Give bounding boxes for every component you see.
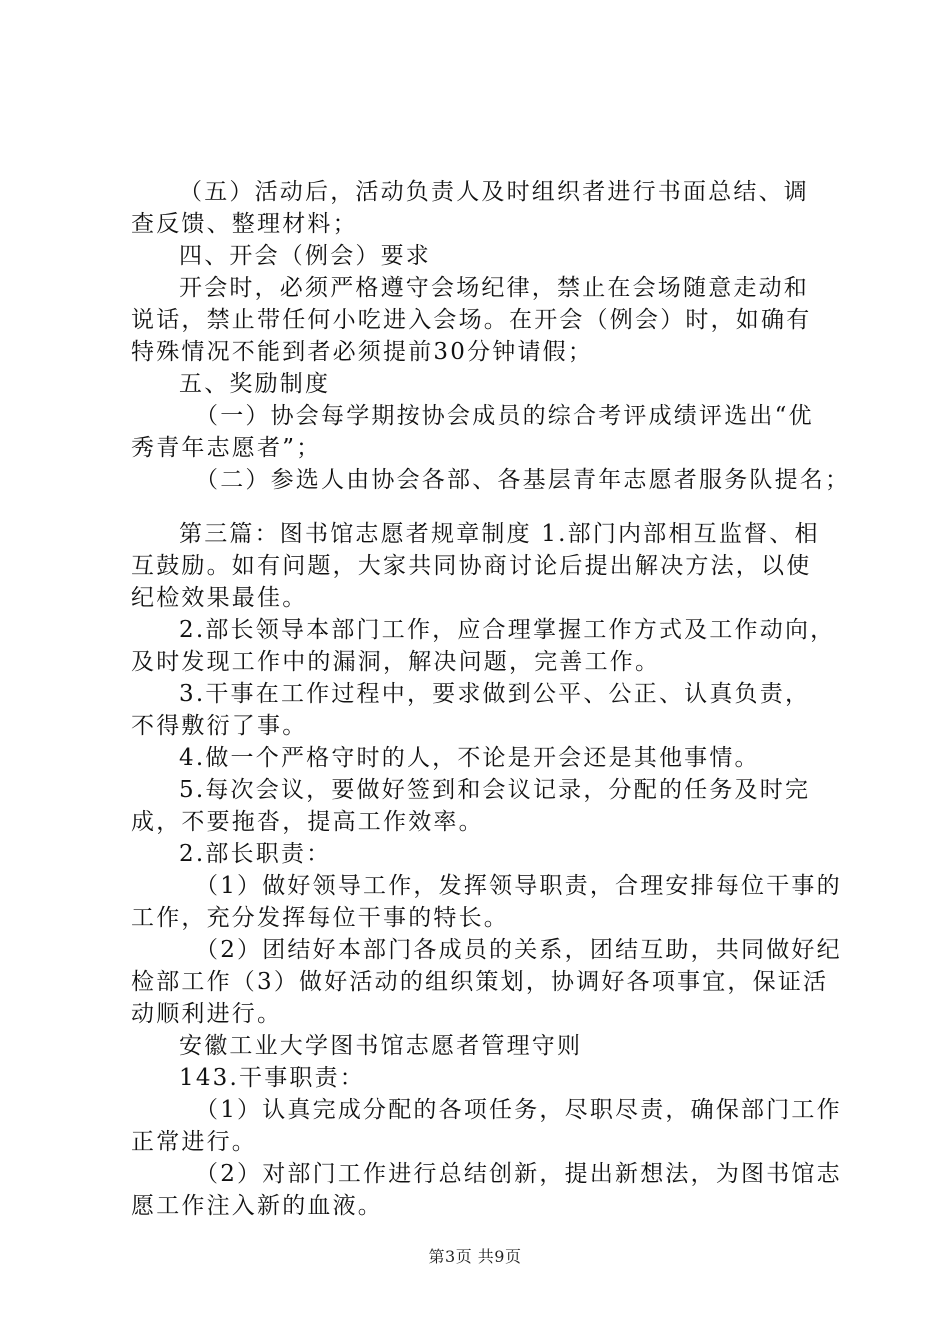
section-heading: [131, 368, 843, 400]
paragraph: [131, 742, 843, 774]
text-line: 5.每次会议，要做好签到和会议记录，分配的任务及时完: [179, 777, 811, 803]
text-line: 第三篇：图书馆志愿者规章制度 1.部门内部相互监督、相: [179, 521, 820, 547]
section-heading: [131, 1062, 843, 1094]
text-line: 纪检效果最佳。: [131, 585, 308, 611]
section-heading: [131, 240, 843, 272]
text-line: 动顺利进行。: [131, 1001, 283, 1027]
text-line: 四、开会（例会）要求: [179, 243, 431, 269]
text-line: （五）活动后，活动负责人及时组织者进行书面总结、调: [179, 179, 809, 205]
text-line: 正常进行。: [131, 1129, 257, 1155]
text-line: 3.干事在工作过程中，要求做到公平、公正、认真负责，: [179, 681, 811, 707]
text-line: 查反馈、整理材料；: [131, 211, 358, 237]
paragraph: [131, 678, 843, 742]
text-line: （2）团结好本部门各成员的关系，团结互助，共同做好纪: [195, 937, 842, 963]
paragraph: [131, 400, 843, 464]
paragraph: [131, 774, 843, 838]
paragraph: [131, 870, 843, 934]
section-heading: [131, 838, 843, 870]
text-line: （1）认真完成分配的各项任务，尽职尽责，确保部门工作: [195, 1097, 842, 1123]
text-line: 2.部长职责：: [179, 841, 332, 867]
page-number-footer: 第3页 共9页: [428, 1247, 522, 1266]
text-line: 143.干事职责：: [179, 1065, 366, 1091]
paragraph: [131, 518, 843, 614]
text-line: （1）做好领导工作，发挥领导职责，合理安排每位干事的: [195, 873, 842, 899]
text-line: 2.部长领导本部门工作，应合理掌握工作方式及工作动向，: [179, 617, 836, 643]
text-line: 及时发现工作中的漏洞，解决问题，完善工作。: [131, 649, 661, 675]
paragraph: [131, 272, 843, 368]
text-line: 互鼓励。如有问题，大家共同协商讨论后提出解决方法，以使: [131, 553, 812, 579]
paragraph: [131, 1094, 843, 1158]
text-line: （二）参选人由协会各部、各基层青年志愿者服务队提名；: [195, 467, 851, 493]
document-body: [131, 176, 851, 1222]
paragraph: [131, 934, 843, 1030]
text-line: （一）协会每学期按协会成员的综合考评成绩评选出“优: [195, 403, 814, 429]
text-line: 开会时，必须严格遵守会场纪律，禁止在会场随意走动和: [179, 275, 809, 301]
text-line: 说话，禁止带任何小吃进入会场。在开会（例会）时，如确有: [131, 307, 812, 333]
paragraph: [131, 176, 843, 240]
text-line: 特殊情况不能到者必须提前30分钟请假；: [131, 339, 594, 365]
text-line: 愿工作注入新的血液。: [131, 1193, 383, 1219]
text-line: 工作，充分发挥每位干事的特长。: [131, 905, 509, 931]
text-line: 检部工作（3）做好活动的组织策划，协调好各项事宜，保证活: [131, 969, 829, 995]
text-line: 4.做一个严格守时的人，不论是开会还是其他事情。: [179, 745, 760, 771]
text-line: 安徽工业大学图书馆志愿者管理守则: [179, 1033, 583, 1059]
text-line: （2）对部门工作进行总结创新，提出新想法，为图书馆志: [195, 1161, 842, 1187]
paragraph-gap: [131, 496, 843, 518]
text-line: 五、奖励制度: [179, 371, 331, 397]
text-line: 成，不要拖沓，提高工作效率。: [131, 809, 484, 835]
paragraph: [131, 1158, 843, 1222]
section-heading: [131, 1030, 843, 1062]
text-line: 不得敷衍了事。: [131, 713, 308, 739]
paragraph: [131, 614, 843, 678]
text-line: 秀青年志愿者”；: [131, 435, 322, 461]
paragraph: [131, 464, 851, 496]
